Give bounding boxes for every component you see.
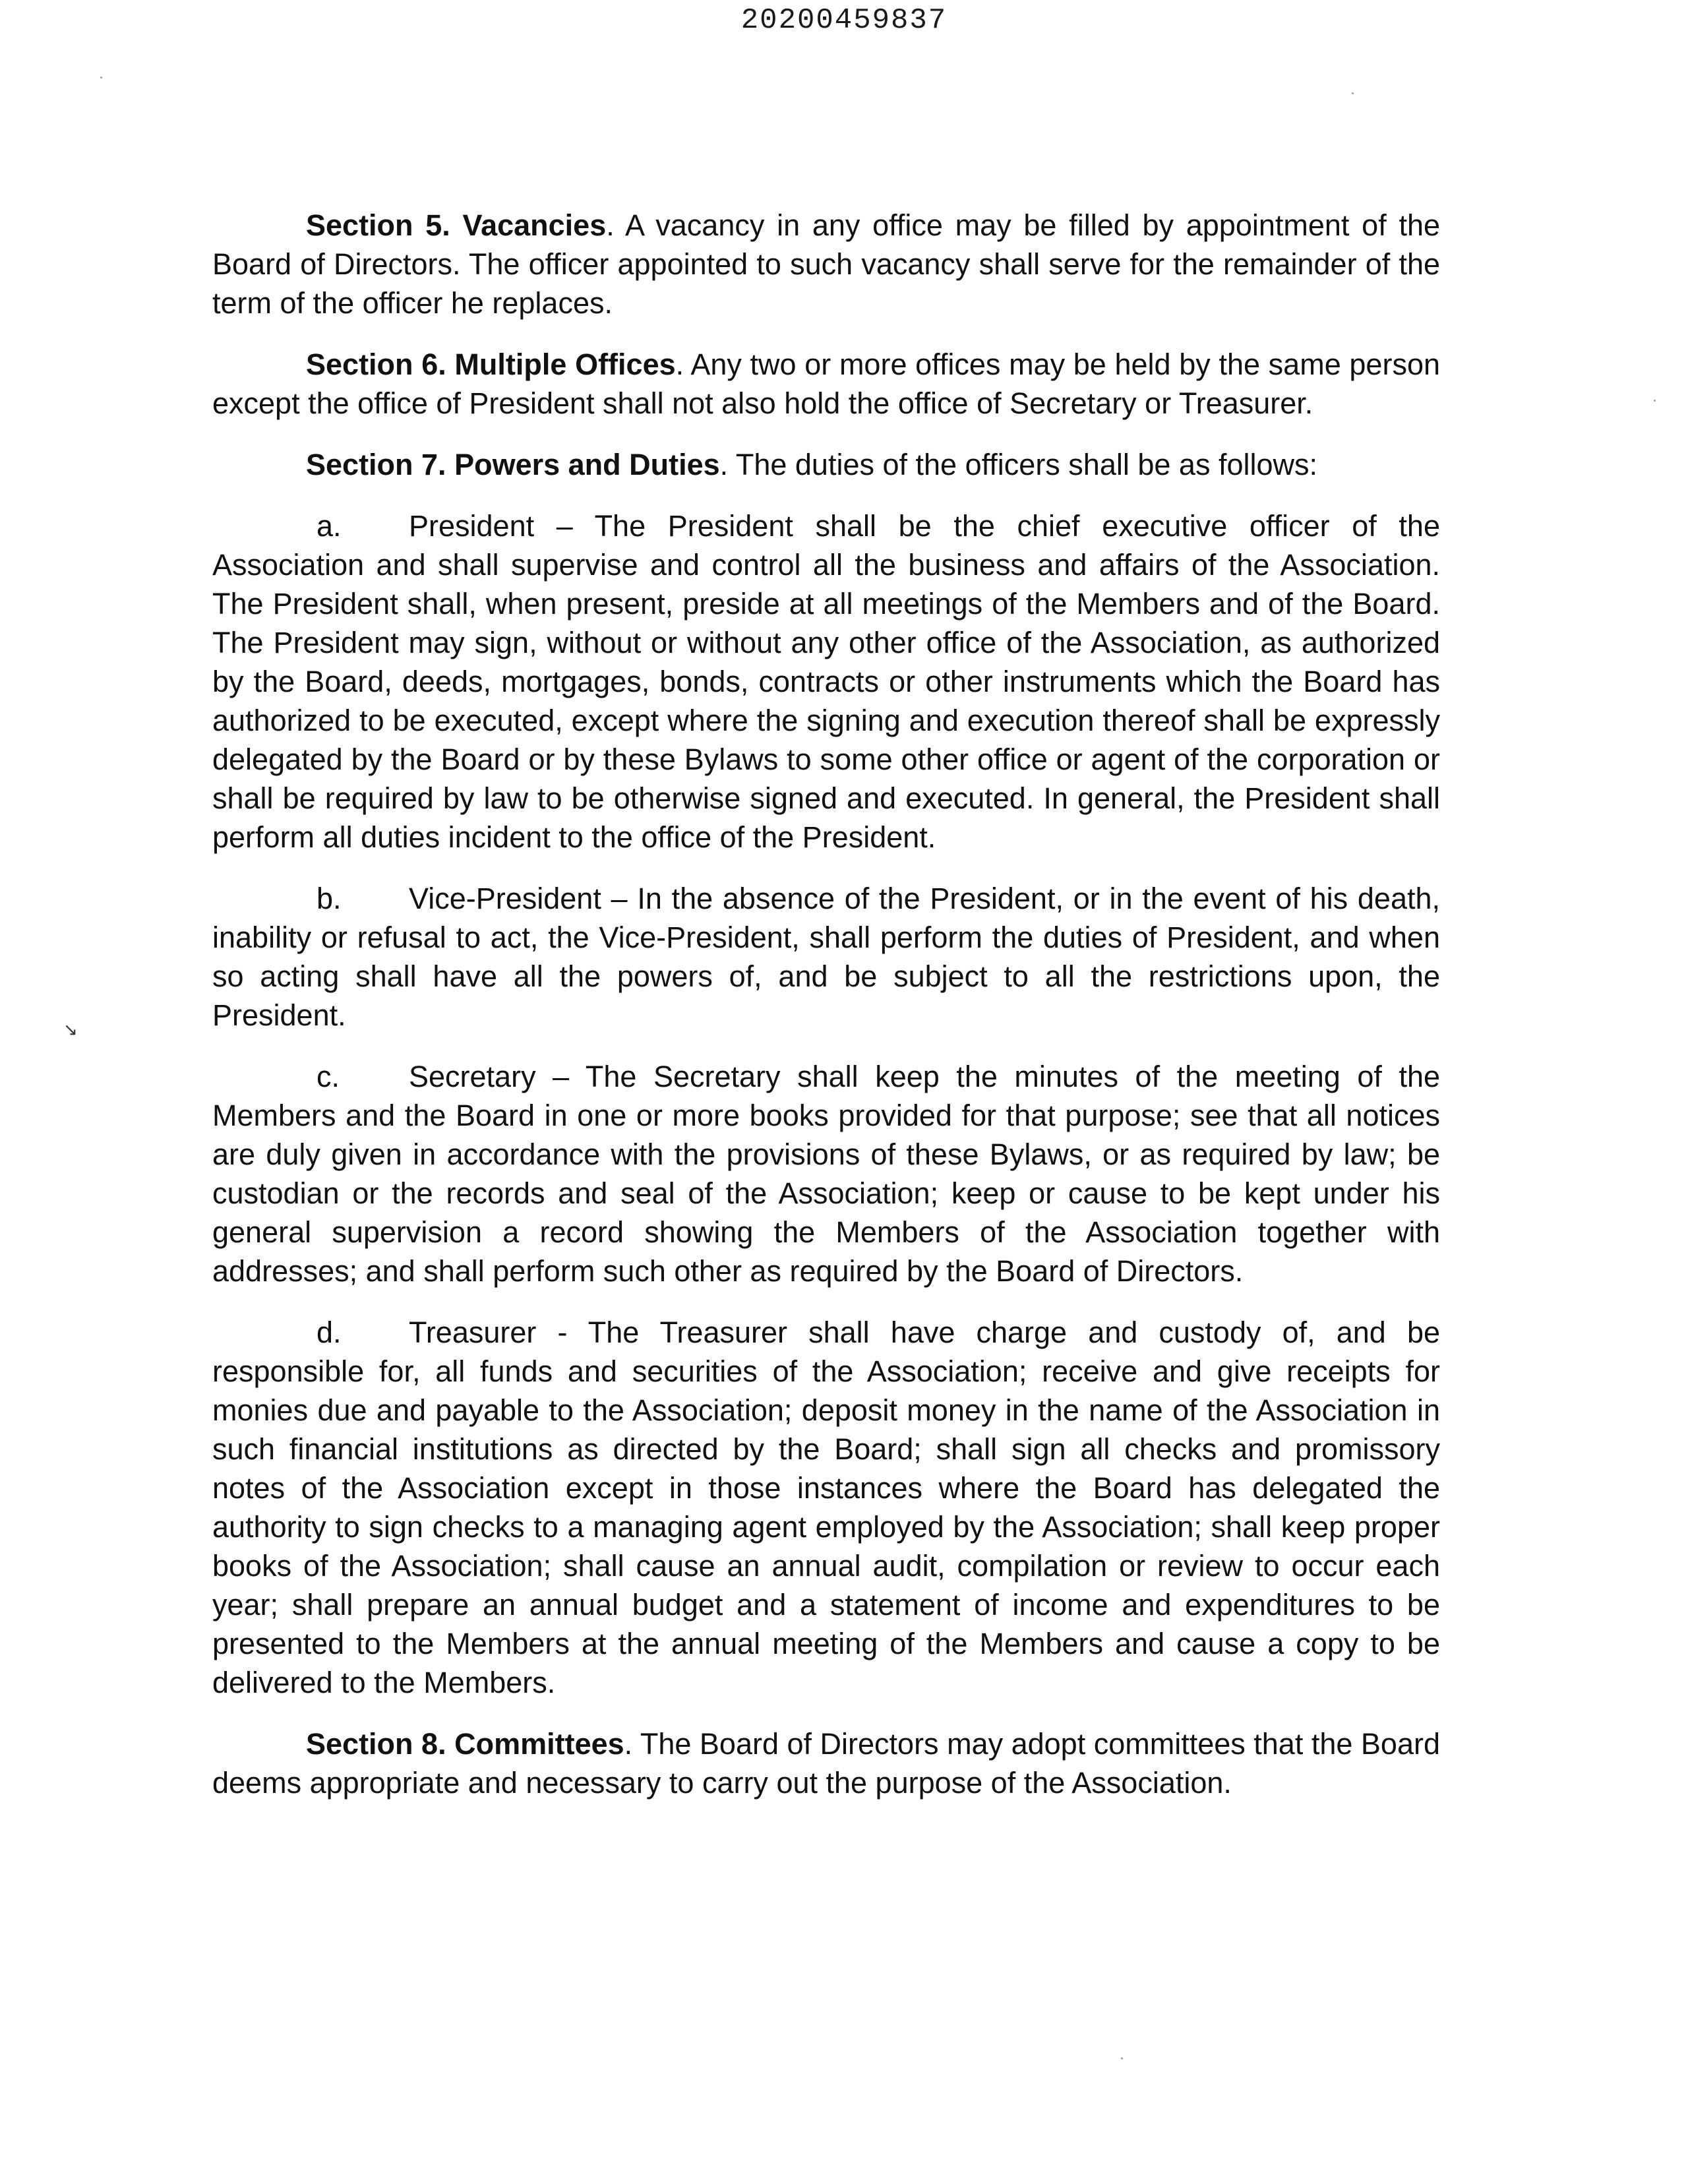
section-5-paragraph <box>212 206 1440 322</box>
duty-treasurer-paragraph <box>212 1313 1440 1702</box>
section-8-text: . The Board of Directors may adopt committees that the Board deems appropriate and necessary to carry out the purpose of the Association. <box>212 1727 1440 1800</box>
section-6-text: . Any two or more offices may be held by the same person except the office of President shall not also hold the office of Secretary or Treasurer. <box>212 348 1440 420</box>
duty-letter-c: c. <box>316 1060 340 1093</box>
duty-treasurer-text: Treasurer - The Treasurer shall have charge and custody of, and be responsible for, all funds and securities of the Association; receive and give receipts for monies due and payable to the Association; deposit money in the name of the Association in such financial institutions as directed by the Board; shall sign all checks and promissory notes of the Association except in those instances where the Board has delegated the authority to sign checks to a managing agent employed by the Association; shall keep proper books of the Association; shall cause an annual audit, compilation or review to occur each year; shall prepare an annual budget and a statement of income and expenditures to be presented to the Members at the annual meeting of the Members and cause a copy to be delivered to the Members. <box>212 1316 1440 1699</box>
scan-speck <box>1352 92 1354 94</box>
section-8-paragraph <box>212 1724 1440 1802</box>
section-5-heading: Section 5. Vacancies <box>306 208 607 242</box>
section-6-heading: Section 6. Multiple Offices <box>306 348 676 381</box>
duty-letter-d: d. <box>316 1316 342 1349</box>
duty-secretary-paragraph <box>212 1057 1440 1290</box>
section-6-paragraph <box>212 345 1440 423</box>
scan-speck <box>100 76 102 78</box>
section-7-paragraph <box>212 445 1440 484</box>
margin-scan-mark-icon: ↘ <box>63 1019 78 1039</box>
section-7-text: . The duties of the officers shall be as follows: <box>719 448 1317 481</box>
duty-president-text: President – The President shall be the chief executive officer of the Association and shall supervise and control all the business and affairs of the Association. The President shall, when present, preside at all meetings of the Members and of the Board. The President may sign, without or without any other office of the Association, as authorized by the Board, deeds, mortgages, bonds, contracts or other instruments which the Board has authorized to be executed, except where the signing and execution thereof shall be expressly delegated by the Board or by these Bylaws to some other office or agent of the corporation or shall be required by law to be otherwise signed and executed. In general, the President shall perform all duties incident to the office of the President. <box>212 509 1440 854</box>
document-body <box>212 206 1440 1825</box>
document-number: 20200459837 <box>740 4 948 37</box>
duty-vice-president-text: Vice-President – In the absence of the President, or in the event of his death, inability or refusal to act, the Vice-President, shall perform the duties of President, and when so acting shall have all the powers of, and be subject to all the restrictions upon, the President. <box>212 882 1440 1032</box>
duty-letter-b: b. <box>316 882 342 915</box>
scan-speck <box>1121 2057 1123 2059</box>
scan-speck <box>1654 400 1656 402</box>
section-8-heading: Section 8. Committees <box>306 1727 624 1761</box>
duty-secretary-text: Secretary – The Secretary shall keep the minutes of the meeting of the Members and the Board in one or more books provided for that purpose; see that all notices are duly given in accordance with the provisions of these Bylaws, or as required by law; be custodian or the records and seal of the Association; keep or cause to be kept under his general supervision a record showing the Members of the Association together with addresses; and shall perform such other as required by the Board of Directors. <box>212 1060 1440 1288</box>
duty-vice-president-paragraph <box>212 879 1440 1035</box>
section-5-text: . A vacancy in any office may be filled by appointment of the Board of Directors. The officer appointed to such vacancy shall serve for the remainder of the term of the officer he replaces. <box>212 208 1440 320</box>
duty-letter-a: a. <box>316 509 342 543</box>
section-7-heading: Section 7. Powers and Duties <box>306 448 720 481</box>
duty-president-paragraph <box>212 506 1440 857</box>
